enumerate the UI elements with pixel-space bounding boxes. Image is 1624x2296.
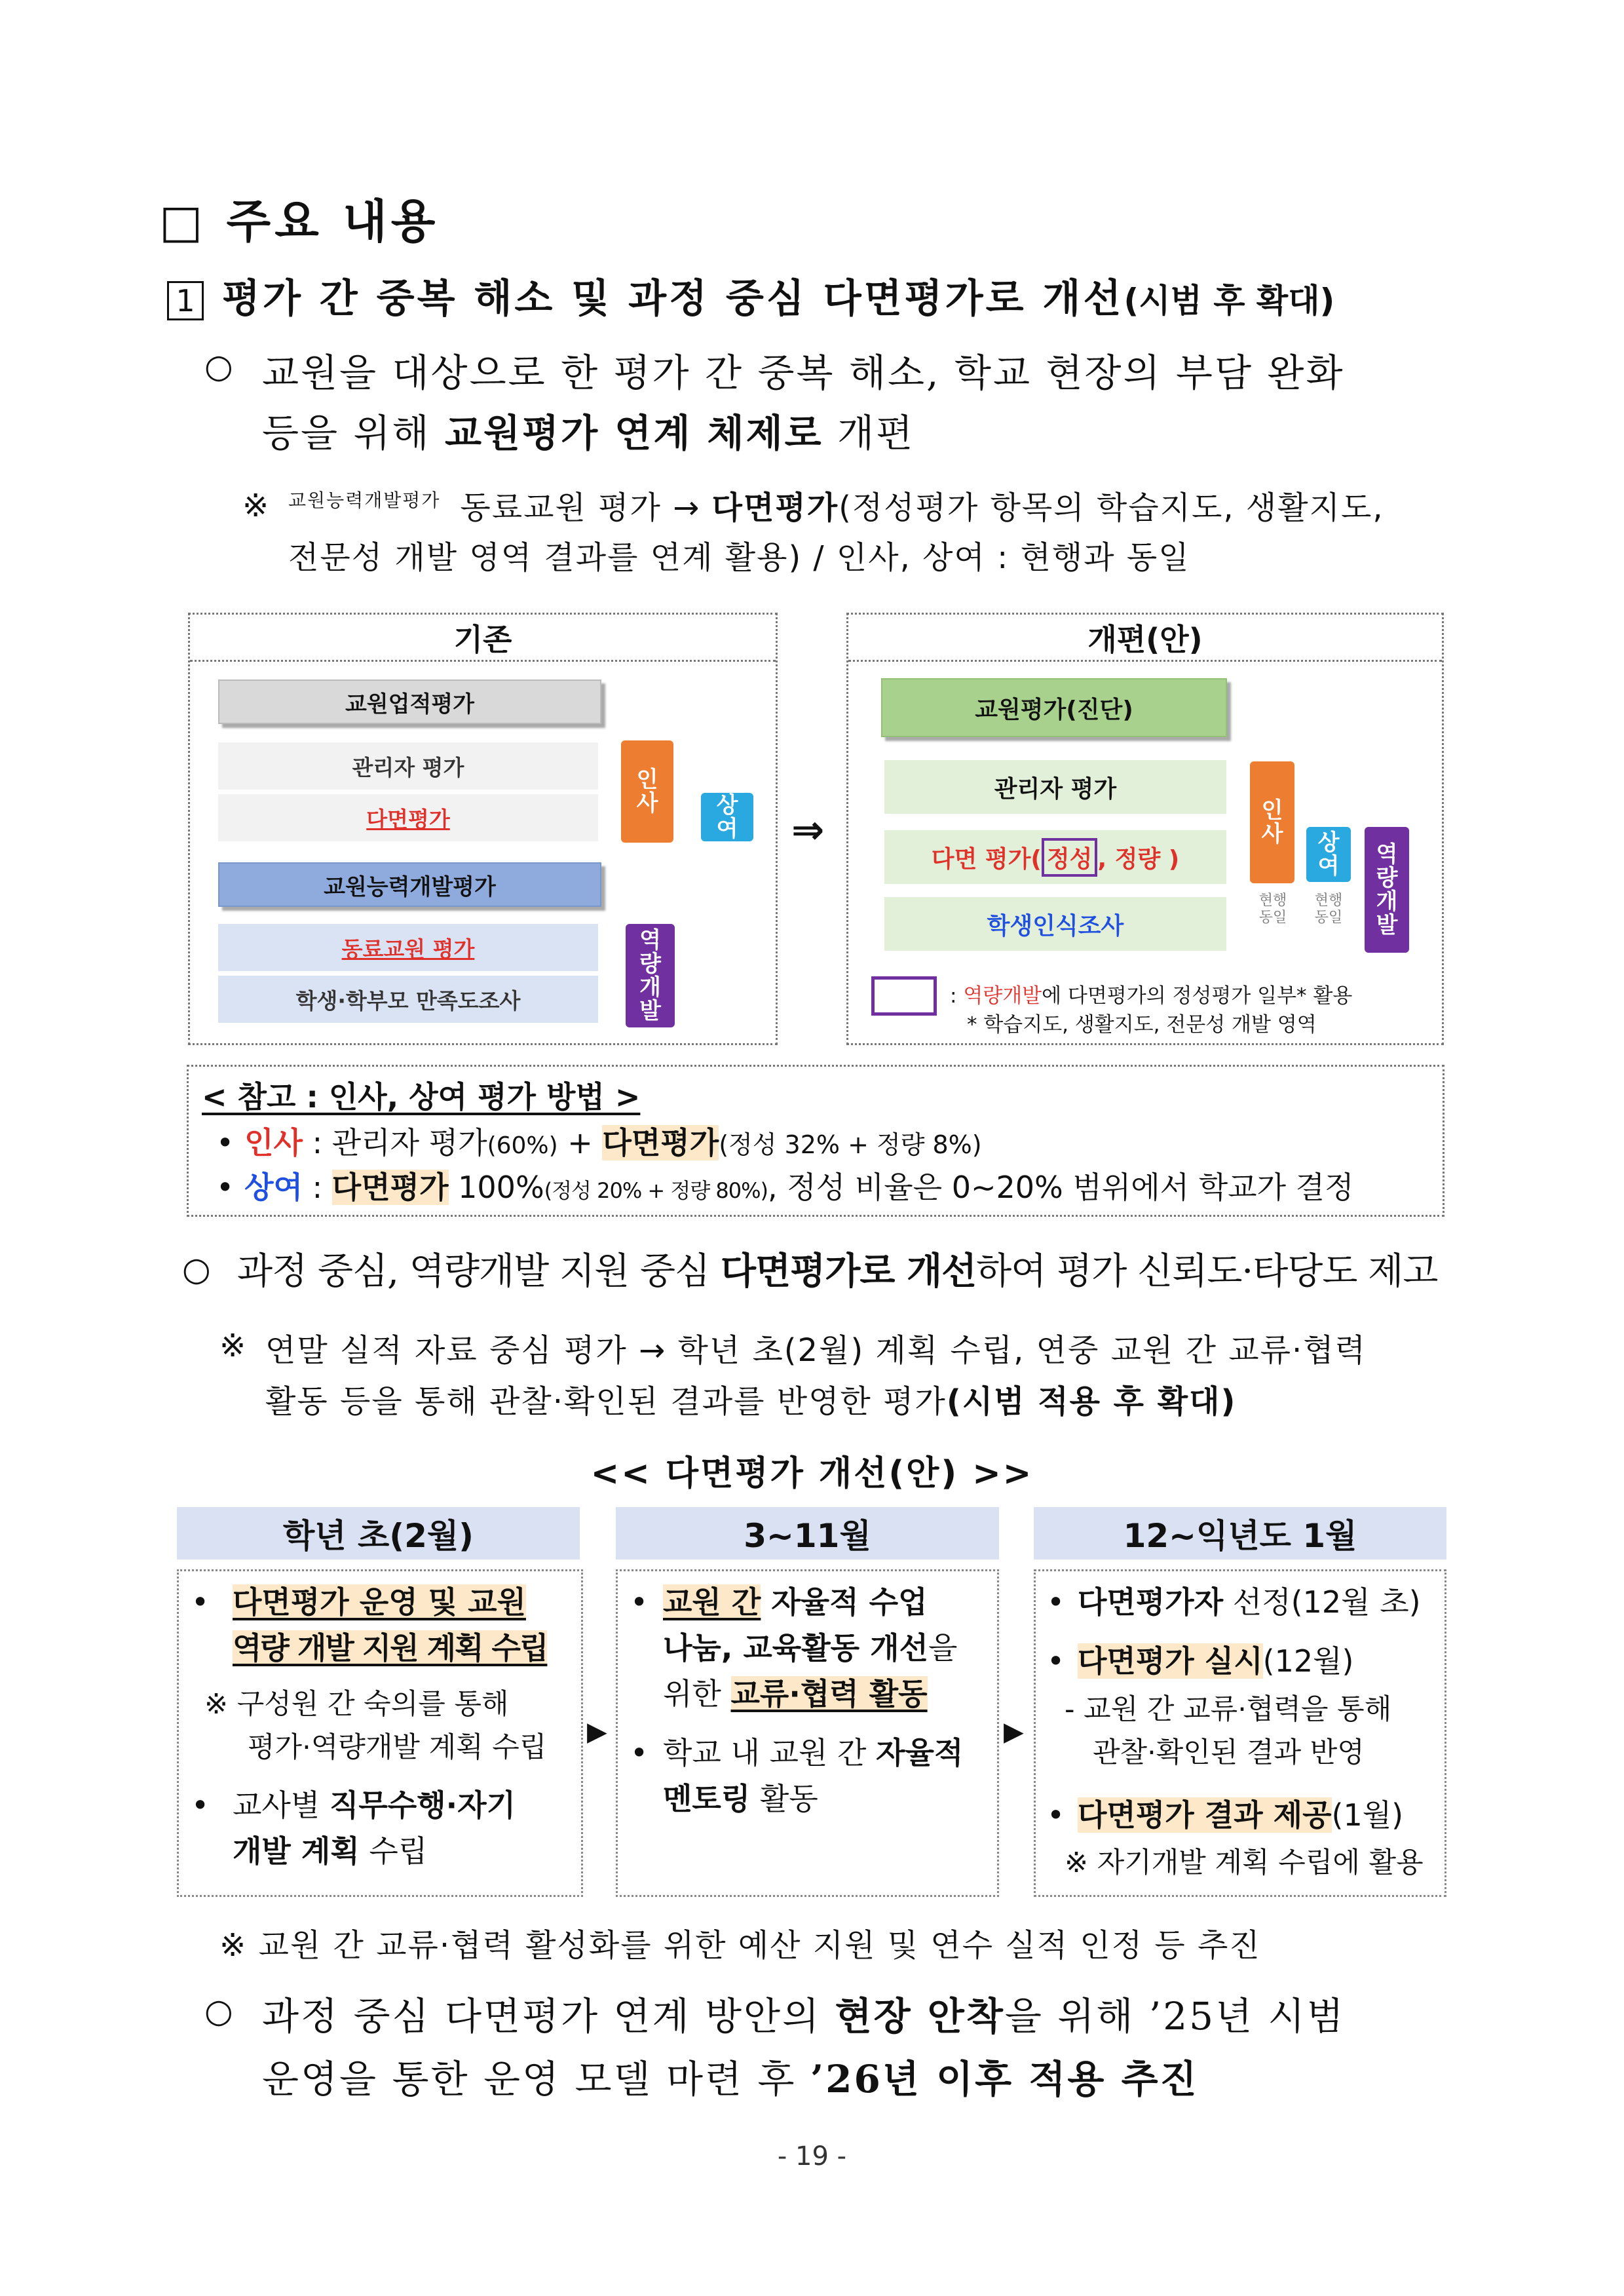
p3-b1-a: 다면평가자	[1078, 1584, 1224, 1620]
ref-b1-a: : 관리자 평가	[303, 1125, 487, 1160]
right-tag-yeok-c4: 발	[1376, 912, 1398, 938]
right-tag-sangyeo	[1306, 827, 1351, 882]
p1-b2-l1-b: 직무수행·자기	[329, 1788, 516, 1823]
ref-bullet2	[216, 1164, 1354, 1207]
ref-b1-c: +	[557, 1125, 603, 1160]
para1-line1: 교원을 대상으로 한 평가 간 중복 해소, 학교 현장의 부담 완화	[262, 351, 1345, 395]
p1-b2-l2-b: 수립	[359, 1833, 428, 1869]
ref-b1-label: 인사	[244, 1125, 303, 1160]
left-bar-upjeok: 교원업적평가	[218, 679, 601, 724]
p2-b1-l1-b: 자율적 수업	[761, 1584, 928, 1620]
right-same-insa-l2: 동일	[1258, 909, 1287, 926]
para3-l1-b: 현장 안착	[835, 1994, 1005, 2038]
ref-title: < 참고 : 인사, 상여 평가 방법 >	[202, 1079, 641, 1115]
left-row-dameon: 다면평가	[218, 794, 598, 841]
diagram-arrow: ⇒	[791, 807, 825, 853]
ref-b2-d: (정성 20% + 정량 80%)	[544, 1178, 768, 1203]
p1-b1-l2	[233, 1625, 547, 1671]
para1-bullet: ○	[204, 347, 233, 385]
p3-b1-b: 선정(12월 초)	[1223, 1584, 1421, 1620]
para3-bullet: ○	[204, 1992, 233, 2030]
para2-text	[237, 1242, 1438, 1295]
right-tag-sangyeo-c2: 여	[1317, 853, 1340, 879]
right-tag-yeokryang	[1365, 827, 1409, 953]
right-tag-yeok-c3: 개	[1376, 889, 1398, 915]
p2-b2-l2	[663, 1776, 818, 1822]
right-tag-insa	[1250, 761, 1294, 883]
para2-b: 다면평가로 개선	[720, 1250, 977, 1293]
para2-bullet: ○	[182, 1250, 211, 1288]
right-same-sangyeo	[1306, 892, 1351, 927]
right-row-admin: 관리자 평가	[884, 760, 1226, 814]
ref-b1-e: (정성 32% + 정량 8%)	[719, 1130, 982, 1159]
right-tag-insa-c2: 사	[1261, 821, 1283, 847]
p2-b1-l2	[663, 1625, 957, 1671]
para1-line2	[262, 402, 915, 457]
item1-title: 평가 간 중복 해소 및 과정 중심 다면평가로 개선	[222, 276, 1124, 322]
p1-b2-l2	[233, 1828, 427, 1874]
p2-b2-l1-b: 자율적	[876, 1735, 964, 1770]
p3-b1	[1078, 1579, 1421, 1625]
p2-b2-l1	[663, 1730, 963, 1776]
note1-mark: ※	[242, 488, 269, 524]
left-tag-sangyeo-c2: 여	[716, 816, 738, 842]
p2-b1-l1	[663, 1579, 928, 1625]
p3-b2-a: 다면평가 실시	[1078, 1643, 1263, 1679]
ref-b1-b: (60%)	[487, 1132, 558, 1159]
left-tag-sangyeo	[701, 793, 753, 841]
left-row-admin: 관리자 평가	[218, 742, 598, 790]
p1-b2-l1-a: 교사별	[233, 1788, 330, 1823]
p3-b2	[1078, 1638, 1354, 1684]
p3-d1-l1: - 교원 간 교류·협력을 통해	[1065, 1693, 1392, 1726]
p2-b1-l1-a: 교원 간	[663, 1584, 761, 1620]
phase-arrow-1: ▶	[587, 1717, 607, 1747]
ref-b2-label: 상여	[244, 1170, 303, 1205]
right-same-sangyeo-l1: 현행	[1314, 892, 1343, 909]
right-row-dameon-c: , 정량 )	[1097, 845, 1180, 873]
p3-b3-b: (1월)	[1331, 1797, 1404, 1833]
p1-bullet1-dot: •	[191, 1584, 210, 1620]
left-tag-sangyeo-c1: 상	[716, 792, 738, 818]
left-tag-yeokryang	[626, 924, 675, 1027]
legend-swatch	[871, 976, 937, 1016]
note1-small: 교원능력개발평가	[288, 489, 441, 511]
para1-line2-c: 개편	[823, 411, 915, 455]
p3-bullet1-dot: •	[1047, 1584, 1065, 1620]
ref-b1-d: 다면평가	[602, 1125, 719, 1160]
right-same-insa	[1250, 892, 1296, 927]
p3-bullet2-dot: •	[1047, 1643, 1065, 1679]
para3-l2-b: ’26년 이후 적용 추진	[810, 2057, 1199, 2101]
improve-title: << 다면평가 개선(안) >>	[590, 1454, 1034, 1493]
p3-d1-l2: 관찰·확인된 결과 반영	[1093, 1736, 1365, 1769]
note2-l2-b: (시범 적용 후 확대)	[946, 1383, 1237, 1420]
note1-line1	[288, 482, 1384, 527]
item1-heading	[167, 267, 1334, 324]
phase1-head: 학년 초(2월)	[177, 1507, 580, 1559]
para3-l1-a: 과정 중심 다면평가 연계 방안의	[262, 1994, 835, 2038]
p1-bullet2-dot: •	[191, 1788, 210, 1823]
p1-b1-l2-text: 역량 개발 지원 계획 수립	[233, 1630, 548, 1666]
left-tag-insa-c1: 인	[636, 767, 658, 793]
phase3-head: 12~익년도 1월	[1034, 1507, 1446, 1559]
right-row-student: 학생인식조사	[884, 897, 1226, 951]
p2-b1-l3	[663, 1671, 928, 1717]
p2-b2-l2-a: 멘토링	[663, 1781, 751, 1816]
p2-b1-l3-b: 교류·협력 활동	[730, 1676, 928, 1712]
left-tag-yeok-c4: 발	[639, 998, 661, 1024]
page-number: - 19 -	[777, 2141, 847, 2172]
note1-l1-a: 동료교원 평가 →	[460, 489, 712, 526]
left-row-dongryo: 동료교원 평가	[218, 924, 598, 971]
ref-bullet1-dot: •	[216, 1125, 235, 1160]
left-tag-yeok-c3: 개	[639, 974, 661, 1001]
p1-b2-l2-a: 개발 계획	[233, 1833, 360, 1869]
p2-bullet1-dot: •	[630, 1584, 649, 1620]
note3: ※ 교원 간 교류·협력 활성화를 위한 예산 지원 및 연수 실적 인정 등 추진	[219, 1927, 1261, 1964]
diagram-right-header: 개편(안)	[848, 615, 1442, 662]
note2-l2-a: 활동 등을 통해 관찰·확인된 결과를 반영한 평가	[265, 1383, 947, 1420]
p2-b1-l2-b: 을	[928, 1630, 958, 1666]
right-row-dameon	[884, 830, 1226, 884]
ref-b2-b: 다면평가	[331, 1170, 449, 1205]
diagram-left-header: 기존	[190, 615, 776, 662]
ref-bullet2-dot: •	[216, 1170, 235, 1205]
right-same-insa-l1: 현행	[1258, 892, 1287, 909]
left-row-survey: 학생·학부모 만족도조사	[218, 976, 598, 1023]
p3-b3-a: 다면평가 결과 제공	[1078, 1797, 1332, 1833]
p1-b1-l1	[233, 1579, 526, 1625]
p2-b1-l3-a: 위한	[663, 1676, 731, 1712]
section-title: □ 주요 내용	[159, 195, 440, 248]
note2-line1: 연말 실적 자료 중심 평가 → 학년 초(2월) 계획 수립, 연중 교원 간 교류·협력	[265, 1332, 1367, 1369]
note1-line2: 전문성 개발 영역 결과를 연계 활용) / 인사, 상여 : 현행과 동일	[288, 539, 1190, 576]
p3-bullet3-dot: •	[1047, 1797, 1065, 1833]
note1-l1-c: (정성평가 항목의 학습지도, 생활지도,	[839, 489, 1384, 526]
ref-b2-a: :	[303, 1170, 332, 1205]
p2-b2-l1-a: 학교 내 교원 간	[663, 1735, 877, 1770]
right-row-dameon-a: 다면 평가(	[931, 845, 1042, 873]
left-tag-insa	[621, 740, 673, 843]
note2-mark: ※	[219, 1328, 246, 1364]
p2-bullet2-dot: •	[630, 1735, 649, 1770]
p2-b1-l2-a: 나눔, 교육활동 개선	[663, 1630, 928, 1666]
p1-b2-l1	[233, 1782, 516, 1828]
note1-l1-b: 다면평가	[711, 489, 839, 526]
right-row-dameon-b: 정성	[1042, 838, 1098, 877]
right-same-sangyeo-l2: 동일	[1314, 909, 1343, 926]
para3-l1-c: 을 위해 ’25년 시범	[1004, 1994, 1346, 2038]
right-tag-yeok-c2: 량	[1376, 865, 1398, 891]
left-bar-neungryeok: 교원능력개발평가	[218, 862, 601, 907]
left-tag-yeok-c2: 량	[639, 951, 661, 977]
p1-b1-l1-text: 다면평가 운영 및 교원	[233, 1584, 526, 1620]
legend-c: 에 다면평가의 정성평가 일부* 활용	[1042, 984, 1353, 1008]
p3-b2-b: (12월)	[1262, 1643, 1354, 1679]
para2-c: 하여 평가 신뢰도·타당도 제고	[976, 1250, 1438, 1293]
legend-note: * 학습지도, 생활지도, 전문성 개발 영역	[967, 1013, 1317, 1037]
phase-arrow-2: ▶	[1004, 1717, 1024, 1747]
legend-a: :	[950, 984, 964, 1008]
para1-line2-b: 교원평가 연계 체제로	[445, 411, 823, 455]
right-bar-gyowon: 교원평가(진단)	[881, 678, 1227, 737]
p3-b3	[1078, 1792, 1403, 1838]
right-tag-insa-c1: 인	[1261, 797, 1283, 824]
para1-line2-a: 등을 위해	[262, 411, 445, 455]
para2-a: 과정 중심, 역량개발 지원 중심	[237, 1250, 721, 1293]
ref-bullet1	[216, 1119, 982, 1162]
para3-line1	[262, 1985, 1346, 2040]
p1-n1-l1: ※ 구성원 간 숙의를 통해	[204, 1688, 509, 1721]
p1-n1-l2: 평가·역량개발 계획 수립	[248, 1731, 547, 1764]
left-tag-yeok-c1: 역	[639, 927, 661, 953]
para3-l2-a: 운영을 통한 운영 모델 마련 후	[262, 2057, 810, 2101]
phase2-head: 3~11월	[616, 1507, 999, 1559]
right-tag-yeok-c1: 역	[1376, 841, 1398, 868]
ref-b2-c: 100%	[448, 1170, 544, 1205]
legend-b: 역량개발	[963, 984, 1042, 1008]
right-tag-sangyeo-c1: 상	[1317, 830, 1340, 856]
para3-line2	[262, 2048, 1199, 2103]
legend-text	[950, 979, 1352, 1008]
p2-b2-l2-b: 활동	[750, 1781, 818, 1816]
p3-n1: ※ 자기개발 계획 수립에 활용	[1065, 1846, 1424, 1879]
ref-b2-e: , 정성 비율은 0~20% 범위에서 학교가 결정	[768, 1170, 1354, 1205]
note2-line2	[265, 1376, 1236, 1421]
item1-number: 1	[167, 281, 204, 320]
left-tag-insa-c2: 사	[636, 790, 658, 816]
item1-title-suffix: (시범 후 확대)	[1124, 282, 1335, 320]
